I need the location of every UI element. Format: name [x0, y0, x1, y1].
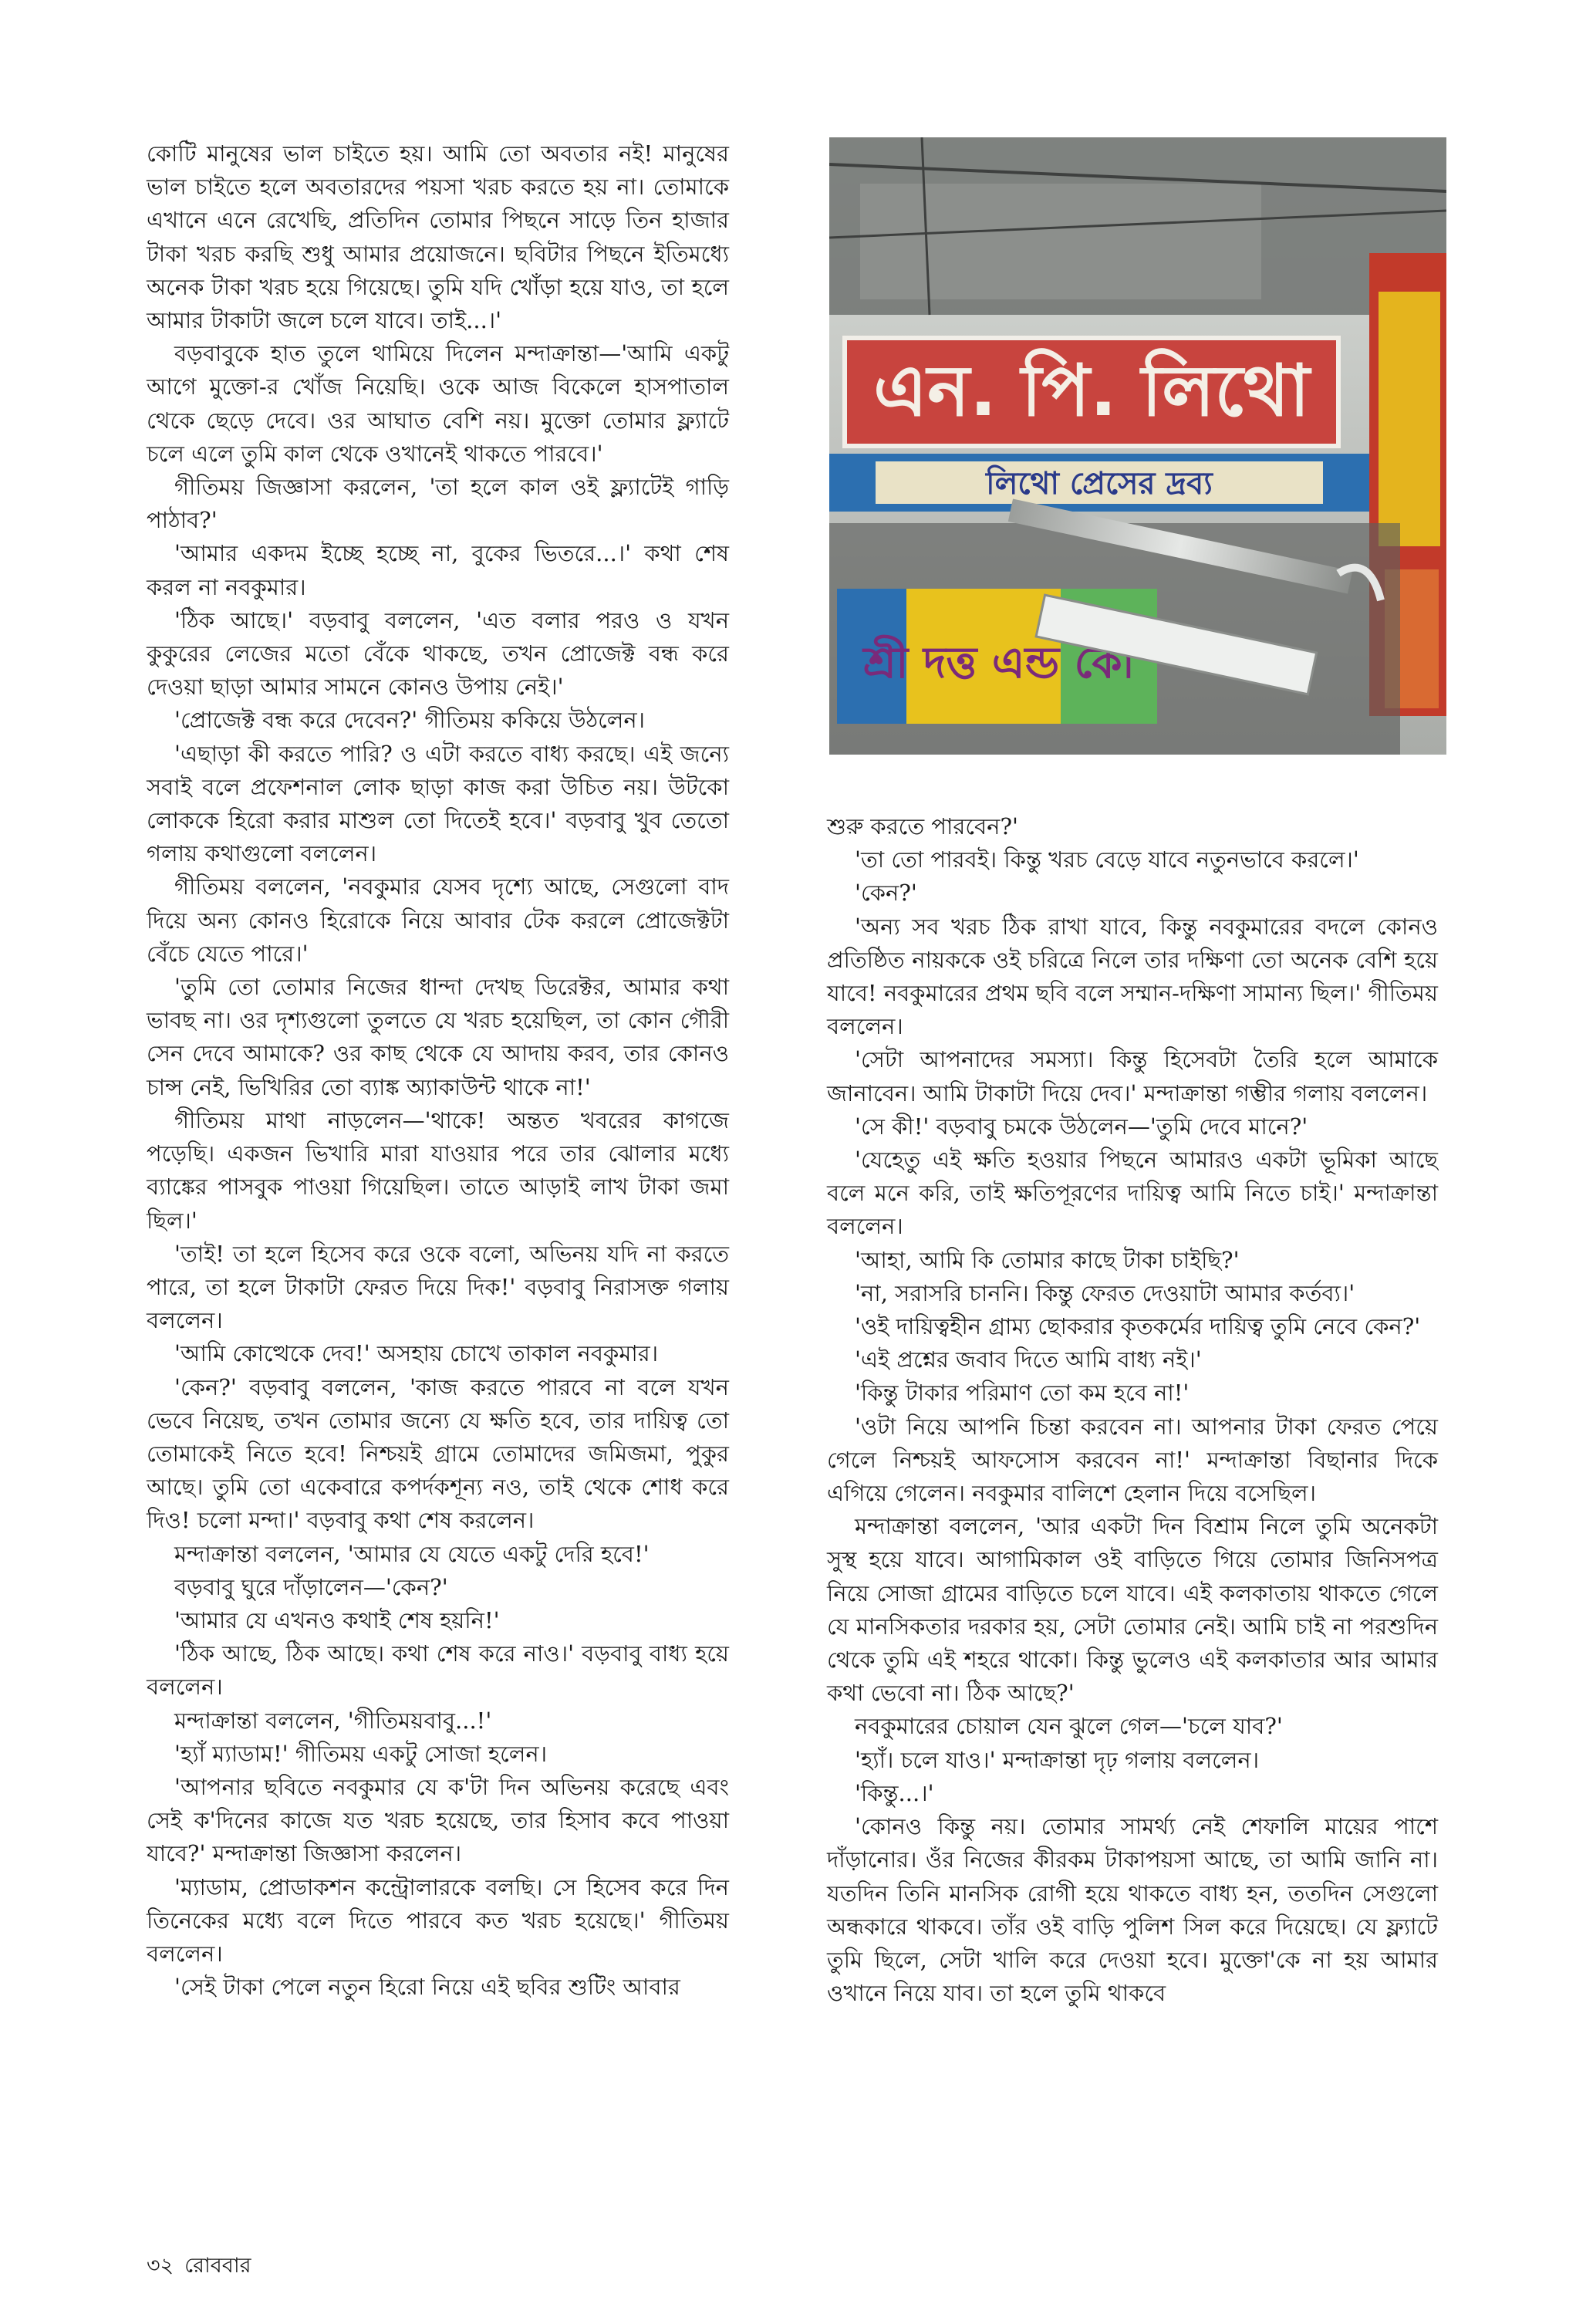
paragraph: 'তাই! তা হলে হিসেব করে ওকে বলো, অভিনয় যদি না করতে পারে, তা হলে টাকাটা ফেরত দিয়ে দিক!' বড়বাবু নিরাসক্ত গলায় বললেন।	[147, 1240, 729, 1334]
paragraph: 'কেন?' বড়বাবু বললেন, 'কাজ করতে পারবে না বলে যখন ভেবে নিয়েছ, তখন তোমার জন্যে যে ক্ষতি হবে, তার দায়িত্ব তো তোমাকেই নিতে হবে! নিশ্চয়ই গ্রামে তোমাদের জমিজমা, পুকুর আছে। তুমি তো একেবারে কপর্দকশূন্য নও, তাই থেকে শোধ করে দিও! চলো মন্দা।' বড়বাবু কথা শেষ করলেন।	[147, 1373, 729, 1534]
article-left-column	[147, 137, 729, 2004]
paragraph: 'ম্যাডাম, প্রোডাকশন কন্ট্রোলারকে বলছি। সে হিসেব করে দিন তিনেকের মধ্যে বলে দিতে পারবে কত খরচ হয়েছে।' গীতিময় বললেন।	[147, 1873, 729, 1967]
paragraph: 'সেটা আপনাদের সমস্যা। কিন্তু হিসেবটা তৈরি হলে আমাকে জানাবেন। আমি টাকাটা দিয়ে দেব।' মন্দাক্রান্তা গম্ভীর গলায় বললেন।	[827, 1046, 1438, 1106]
paragraph: নবকুমারের চোয়াল যেন ঝুলে গেল—'চলে যাব?'	[855, 1713, 1283, 1740]
paragraph: গীতিময় বললেন, 'নবকুমার যেসব দৃশ্যে আছে, সেগুলো বাদ দিয়ে অন্য কোনও হিরোকে নিয়ে আবার টেক করলে প্রোজেক্টটা বেঁচে যেতে পারে।'	[147, 873, 729, 967]
paragraph: 'ওই দায়িত্বহীন গ্রাম্য ছোকরার কৃতকর্মের দায়িত্ব তুমি নেবে কেন?'	[855, 1313, 1421, 1340]
paragraph: মন্দাক্রান্তা বললেন, 'গীতিময়বাবু...!'	[174, 1707, 492, 1734]
paragraph: 'তুমি তো তোমার নিজের ধান্দা দেখছ ডিরেক্টর, আমার কথা ভাবছ না। ওর দৃশ্যগুলো তুলতে যে খরচ হয়েছিল, তা কোন গৌরী সেন দেবে আমাকে? ওর কাছ থেকে যে আদায় করব, তার কোনও চান্স নেই, ভিখিরির তো ব্যাঙ্ক অ্যাকাউন্ট থাকে না!'	[147, 974, 729, 1100]
magazine-name: রোববার	[184, 2254, 251, 2278]
paragraph: গীতিময় জিজ্ঞাসা করলেন, 'তা হলে কাল ওই ফ্ল্যাটেই গাড়ি পাঠাব?'	[147, 474, 729, 534]
paragraph: 'সে কী!' বড়বাবু চমকে উঠলেন—'তুমি দেবে মানে?'	[855, 1113, 1308, 1140]
paragraph: 'কোনও কিন্তু নয়। তোমার সামর্থ্য নেই শেফালি মায়ের পাশে দাঁড়ানোর। ওঁর নিজের কীরকম টাকাপয়সা আছে, তা আমি জানি না। যতদিন তিনি মানসিক রোগী হয়ে থাকতে বাধ্য হন, ততদিন সেগুলো অন্ধকারে থাকবে। তাঁর ওই বাড়ি পুলিশ সিল করে দিয়েছে। যে ফ্ল্যাটে তুমি ছিলে, সেটা খালি করে দেওয়া হবে। মুক্তো'কে না হয় আমার ওখানে নিয়ে যাব। তা হলে তুমি থাকবে	[827, 1813, 1438, 2007]
paragraph: শুরু করতে পারবেন?'	[827, 813, 1018, 839]
paragraph: 'কিন্তু টাকার পরিমাণ তো কম হবে না!'	[855, 1380, 1190, 1407]
page-footer	[147, 2250, 251, 2285]
page-number: ৩২	[147, 2254, 174, 2278]
sign-sub-text: লিথো প্রেসের দ্রব্য	[986, 466, 1213, 502]
sign-illustration	[829, 137, 1446, 755]
paragraph: 'যেহেতু এই ক্ষতি হওয়ার পিছনে আমারও একটা ভূমিকা আছে বলে মনে করি, তাই ক্ষতিপূরণের দায়িত্ব আমি নিতে চাই।' মন্দাক্রান্তা বললেন।	[827, 1147, 1438, 1240]
sign-lower-text: শ্রী দত্ত এন্ড কো	[863, 638, 1135, 688]
paragraph: কোটি মানুষের ভাল চাইতে হয়। আমি তো অবতার নই! মানুষের ভাল চাইতে হলে অবতারদের পয়সা খরচ করতে হয় না। তোমাকে এখানে এনে রেখেছি, প্রতিদিন তোমার পিছনে সাড়ে তিন হাজার টাকা খরচ করছি শুধু আমার প্রয়োজনে। ছবিটার পিছনে ইতিমধ্যে অনেক টাকা খরচ হয়ে গিয়েছে। তুমি যদি খোঁড়া হয়ে যাও, তা হলে আমার টাকাটা জলে চলে যাবে। তাই...।'	[147, 140, 729, 334]
concrete-block	[860, 184, 1261, 299]
paragraph: 'কিন্তু...।'	[855, 1779, 934, 1806]
paragraph: 'কেন?'	[855, 880, 917, 907]
paragraph: 'আমার যে এখনও কথাই শেষ হয়নি!'	[174, 1606, 500, 1633]
paragraph: 'আমি কোত্থেকে দেব!' অসহায় চোখে তাকাল নবকুমার।	[174, 1340, 659, 1367]
paragraph: বড়বাবুকে হাত তুলে থামিয়ে দিলেন মন্দাক্রান্তা—'আমি একটু আগে মুক্তো-র খোঁজ নিয়েছি। ওকে আজ বিকেলে হাসপাতাল থেকে ছেড়ে দেবে। ওর আঘাত বেশি নয়। মুক্তো তোমার ফ্ল্যাটে চলে এলে তুমি কাল থেকে ওখানেই থাকতে পারবে।'	[147, 340, 729, 467]
sign-main-text: এন. পি. লিথো	[873, 350, 1310, 432]
paragraph: 'আমার একদম ইচ্ছে হচ্ছে না, বুকের ভিতরে...।' কথা শেষ করল না নবকুমার।	[147, 540, 729, 600]
paragraph: 'ঠিক আছে।' বড়বাবু বললেন, 'এত বলার পরও ও যখন কুকুরের লেজের মতো বেঁকে থাকছে, তখন প্রোজেক্ট বন্ধ করে দেওয়া ছাড়া আমার সামনে কোনও উপায় নেই।'	[147, 606, 729, 701]
paragraph: 'অন্য সব খরচ ঠিক রাখা যাবে, কিন্তু নবকুমারের বদলে কোনও প্রতিষ্ঠিত নায়ককে ওই চরিত্রে নিলে তার দক্ষিণা তো অনেক বেশি হয়ে যাবে! নবকুমারের প্রথম ছবি বলে সম্মান-দক্ষিণা সামান্য ছিল।' গীতিময় বললেন।	[827, 913, 1438, 1040]
street-sign-photo	[829, 137, 1446, 755]
paragraph: 'আপনার ছবিতে নবকুমার যে ক'টা দিন অভিনয় করেছে এবং সেই ক'দিনের কাজে যত খরচ হয়েছে, তার হিসাব কবে পাওয়া যাবে?' মন্দাক্রান্তা জিজ্ঞাসা করলেন।	[147, 1773, 729, 1867]
paragraph: 'সেই টাকা পেলে নতুন হিরো নিয়ে এই ছবির শুটিং আবার	[174, 1974, 680, 2001]
paragraph: 'আহা, আমি কি তোমার কাছে টাকা চাইছি?'	[855, 1246, 1240, 1273]
paragraph: 'হ্যাঁ ম্যাডাম!' গীতিময় একটু সোজা হলেন।	[174, 1740, 548, 1767]
paragraph: 'ওটা নিয়ে আপনি চিন্তা করবেন না। আপনার টাকা ফেরত পেয়ে গেলে নিশ্চয়ই আফসোস করবেন না!' মন্দাক্রান্তা বিছানার দিকে এগিয়ে গেলেন। নবকুমার বালিশে হেলান দিয়ে বসেছিল।	[827, 1413, 1438, 1507]
paragraph: বড়বাবু ঘুরে দাঁড়ালেন—'কেন?'	[174, 1573, 448, 1600]
paragraph: 'না, সরাসরি চাননি। কিন্তু ফেরত দেওয়াটা আমার কর্তব্য।'	[855, 1279, 1355, 1306]
paragraph: 'প্রোজেক্ট বন্ধ করে দেবেন?' গীতিময় ককিয়ে উঠলেন।	[174, 707, 646, 734]
poster-yellow	[1379, 292, 1440, 546]
paragraph: মন্দাক্রান্তা বললেন, 'আর একটা দিন বিশ্রাম নিলে তুমি অনেকটা সুস্থ হয়ে যাবে। আগামিকাল ওই বাড়িতে গিয়ে তোমার জিনিসপত্র নিয়ে সোজা গ্রামের বাড়িতে চলে যাবে। এই কলকাতায় থাকতে গেলে যে মানসিকতার দরকার হয়, সেটা তোমার নেই। আমি চাই না পরশুদিন থেকে তুমি এই শহরে থাকো। কিন্তু ভুলেও এই কলকাতার আর আমার কথা ভেবো না। ঠিক আছে?'	[827, 1513, 1438, 1707]
article-right-column	[827, 810, 1438, 2010]
paragraph: গীতিময় মাথা নাড়লেন—'থাকে! অন্তত খবরের কাগজে পড়েছি। একজন ভিখারি মারা যাওয়ার পরে তার ঝোলার মধ্যে ব্যাঙ্কের পাসবুক পাওয়া গিয়েছিল। তাতে আড়াই লাখ টাকা জমা ছিল।'	[147, 1106, 729, 1234]
paragraph: 'তা তো পারবই। কিন্তু খরচ বেড়ে যাবে নতুনভাবে করলে।'	[855, 846, 1359, 873]
paragraph: 'এছাড়া কী করতে পারি? ও এটা করতে বাধ্য করছে। এই জন্যে সবাই বলে প্রফেশনাল লোক ছাড়া কাজ করা উচিত নয়। উটকো লোককে হিরো করার মাশুল তো দিতেই হবে।' বড়বাবু খুব তেতো গলায় কথাগুলো বললেন।	[147, 740, 729, 867]
paragraph: 'ঠিক আছে, ঠিক আছে। কথা শেষ করে নাও।' বড়বাবু বাধ্য হয়ে বললেন।	[147, 1640, 729, 1701]
paragraph: মন্দাক্রান্তা বললেন, 'আমার যে যেতে একটু দেরি হবে!'	[174, 1540, 650, 1567]
paragraph: 'এই প্রশ্নের জবাব দিতে আমি বাধ্য নই।'	[855, 1346, 1202, 1373]
paragraph: 'হ্যাঁ। চলে যাও।' মন্দাক্রান্তা দৃঢ় গলায় বললেন।	[855, 1746, 1260, 1773]
